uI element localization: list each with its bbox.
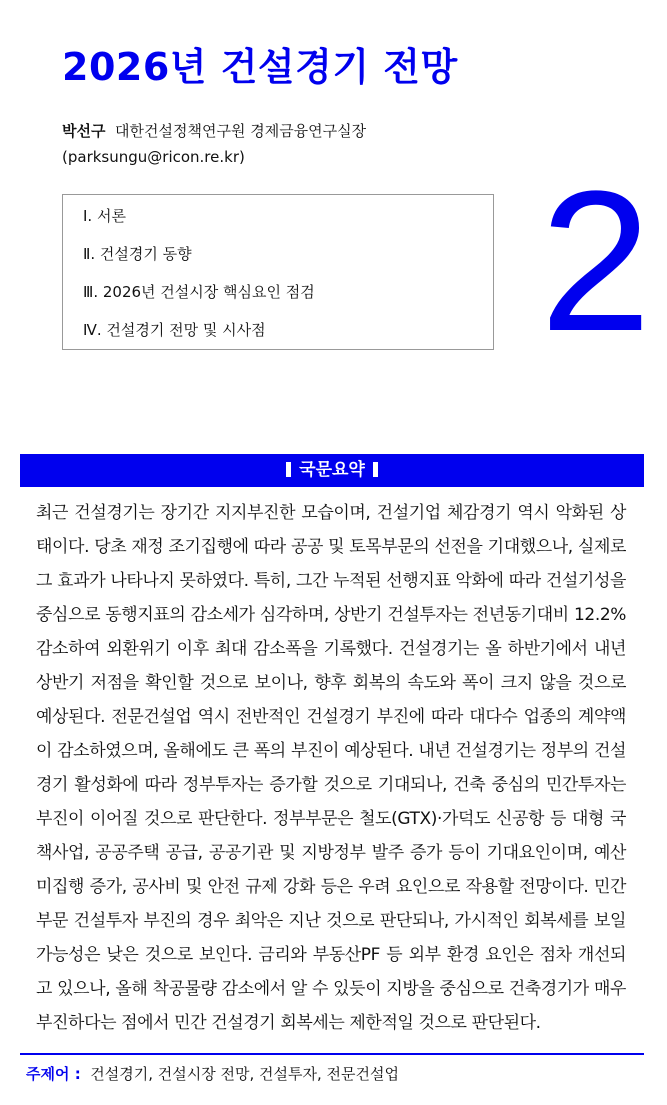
toc-item: Ⅳ. 건설경기 전망 및 시사점 bbox=[83, 321, 266, 339]
keywords-label: 주제어 : bbox=[26, 1065, 81, 1083]
summary-header bbox=[20, 454, 644, 487]
chapter-number: 2 bbox=[540, 150, 652, 373]
summary-heading: 국문요약 bbox=[299, 460, 365, 480]
summary-body: 최근 건설경기는 장기간 지지부진한 모습이며, 건설기업 체감경기 역시 악화된 상태이다. 당초 재정 조기집행에 따라 공공 및 토목부문의 선전을 기대했으나, 실제로 그 효과가 나타나지 못하였다. 특히, 그간 누적된 선행지표 악화에 따라 건설기성을 중심으로 동행지표의 감소세가 심각하며, 상반기 건설투자는 전년동기대비 12.2% 감소하여 외환위기 이후 최대 감소폭을 기록했다. 건설경기는 올 하반기에서 내년 상반기 저점을 확인할 것으로 보이나, 향후 회복의 속도와 폭이 크지 않을 것으로 예상된다. 전문건설업 역시 전반적인 건설경기 부진에 따라 대다수 업종의 계약액이 감소하였으며, 올해에도 큰 폭의 부진이 예상된다. 내년 건설경기는 정부의 건설경기 활성화에 따라 정부투자는 증가할 것으로 기대되나, 건축 중심의 민간투자는 부진이 이어질 것으로 판단한다. 정부부문은 철도(GTX)·가덕도 신공항 등 대형 국책사업, 공공주택 공급, 공공기관 및 지방정부 발주 증가 등이 기대요인이며, 예산 미집행 증가, 공사비 및 안전 규제 강화 등은 우려 요인으로 작용할 전망이다. 민간부문 건설투자 부진의 경우 최악은 지난 것으로 판단되나, 가시적인 회복세를 보일 가능성은 낮은 것으로 보인다. 금리와 부동산PF 등 외부 환경 요인은 점차 개선되고 있으나, 올해 착공물량 감소에서 알 수 있듯이 지방을 중심으로 건축경기가 매우 부진하다는 점에서 민간 건설경기 회복세는 제한적일 것으로 판단된다. bbox=[36, 503, 626, 1033]
keywords bbox=[26, 1062, 399, 1086]
author-info bbox=[62, 118, 366, 170]
author-affiliation: 대한건설정책연구원 경제금융연구실장 bbox=[115, 122, 367, 140]
keywords-value: 건설경기, 건설시장 전망, 건설투자, 전문건설업 bbox=[90, 1065, 399, 1083]
author-email: (parksungu@ricon.re.kr) bbox=[62, 148, 245, 166]
bar-marker-icon bbox=[373, 462, 378, 477]
toc-item: Ⅰ. 서론 bbox=[83, 207, 126, 225]
bar-marker-icon bbox=[286, 462, 291, 477]
table-of-contents bbox=[62, 194, 494, 350]
toc-item: Ⅱ. 건설경기 동향 bbox=[83, 245, 192, 263]
document-title: 2026년 건설경기 전망 bbox=[62, 45, 458, 89]
author-name: 박선구 bbox=[62, 122, 106, 140]
divider bbox=[20, 1053, 644, 1055]
toc-item: Ⅲ. 2026년 건설시장 핵심요인 점검 bbox=[83, 283, 315, 301]
